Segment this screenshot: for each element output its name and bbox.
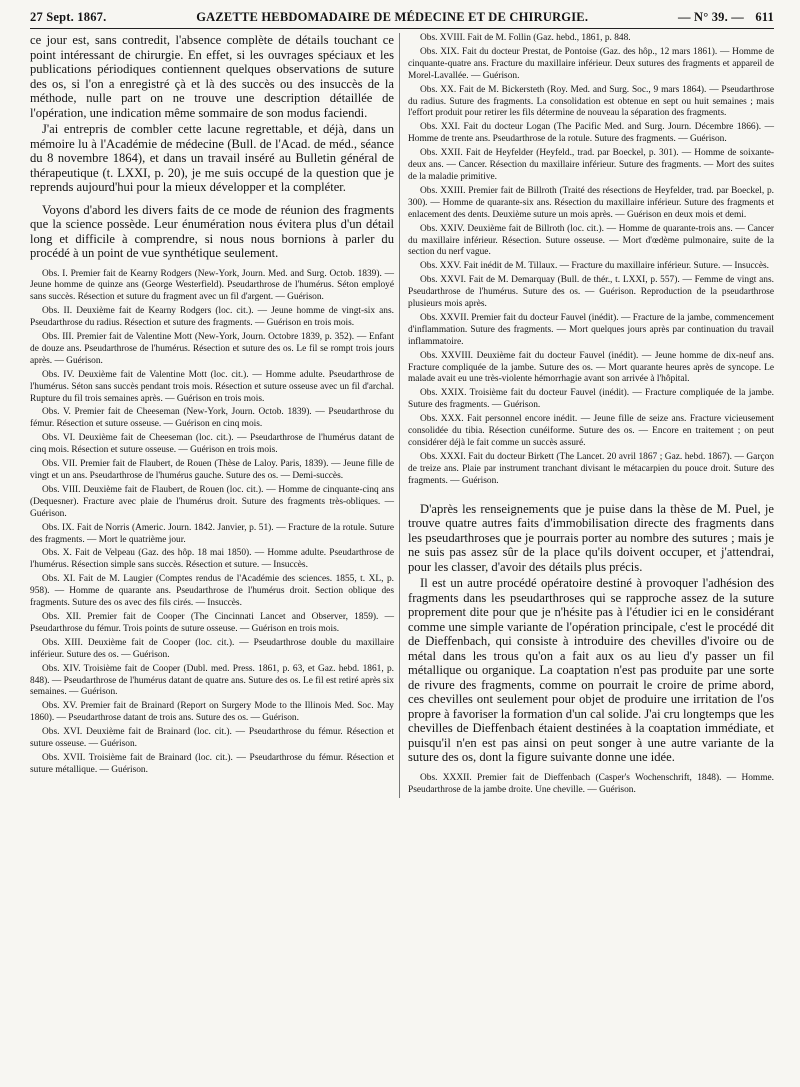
- header-issue-group: [678, 10, 774, 25]
- observation-entry: Obs. XX. Fait de M. Bickersteth (Roy. Med. and Surg. Soc., 9 mars 1864). — Pseudarthrose du radius. Suture des fragments. La consolidation est obtenue en sept ou huit semaines ; mais l'effort produit pour retirer les fils détermine de nouveau la séparation des fragments.: [408, 84, 774, 119]
- observation-entry: Obs. XVI. Deuxième fait de Brainard (loc. cit.). — Pseudarthrose du fémur. Résection et suture osseuse. — Guérison.: [30, 727, 394, 750]
- intro-paragraph: ce jour est, sans contredit, l'absence complète de détails touchant ce point intéressant de chirurgie. En effet, si les ouvrages spéciaux et les publications périodiques contiennent quelques observations de suture des os, si l'on a enregistré çà et là des succès ou des insuccès de la méthode, nulle part on ne trouve une description détaillée de l'opération, une indication même sommaire de son modus faciendi.: [30, 33, 394, 120]
- observation-entry: Obs. XXIX. Troisième fait du docteur Fauvel (inédit). — Fracture compliquée de la jambe. Suture des fragments. — Guérison.: [408, 388, 774, 411]
- observation-entry: Obs. II. Deuxième fait de Kearny Rodgers (loc. cit.). — Jeune homme de vingt-six ans. Pseudarthrose du radius. Résection et suture des fragments. — Guérison en trois mois.: [30, 306, 394, 329]
- observation-entry: Obs. VIII. Deuxième fait de Flaubert, de Rouen (loc. cit.). — Homme de cinquante-cinq ans (Dequesner). Fracture avec plaie de l'humérus droit. Suture des fragments très-obliques. — Guérison.: [30, 484, 394, 519]
- observation-entry: Obs. XVII. Troisième fait de Brainard (loc. cit.). — Pseudarthrose du fémur. Résection et suture métallique. — Guérison.: [30, 752, 394, 775]
- header-date: 27 Sept. 1867.: [30, 10, 107, 24]
- right-column: [399, 33, 774, 798]
- observation-entry: Obs. XII. Premier fait de Cooper (The Cincinnati Lancet and Observer, 1859). — Pseudarthrose du fémur. Trois points de suture osseuse. — Guérison en trois mois.: [30, 611, 394, 634]
- body-paragraph: Voyons d'abord les divers faits de ce mode de réunion des fragments que la science possède. Leur énumération nous évitera plus d'un détail long et difficile à comprendre, si nous nous bornions à parler du procédé à un point de vue synthétique seulement.: [30, 202, 394, 260]
- observation-entry: Obs. XXV. Fait inédit de M. Tillaux. — Fracture du maxillaire inférieur. Suture. — Insuccès.: [420, 261, 769, 272]
- observation-entry: Obs. XI. Fait de M. Laugier (Comptes rendus de l'Académie des sciences. 1855, t. XL, p. 958). — Homme de quarante ans. Pseudarthrose de l'humérus droit. Section oblique des fragments. Suture des os avec des fils cirés. — Insuccès.: [30, 574, 394, 609]
- observation-entry: Obs. XXVII. Premier fait du docteur Fauvel (inédit). — Fracture de la jambe, commencement d'inflammation. Suture des fragments. — Mort quelques jours après par continuation du travail inflammatoire.: [408, 312, 774, 347]
- observation-entry: Obs. III. Premier fait de Valentine Mott (New-York, Journ. Octobre 1839, p. 352). — Enfant de douze ans. Pseudarthrose de l'humérus. Résection et suture des os. Le fil se rompt trois jours après. — Guérison.: [30, 332, 394, 366]
- observation-entry: Obs. XIV. Troisième fait de Cooper (Dubl. med. Press. 1861, p. 63, et Gaz. hebd. 1861, p. 848). — Pseudarthrose de l'humérus datant de quatre ans. Suture des os. Le fil est retiré après six semaines. — Guérison.: [30, 663, 394, 698]
- observation-entry: Obs. XVIII. Fait de M. Follin (Gaz. hebd., 1861, p. 848.: [420, 33, 631, 43]
- header-issue: — N° 39. —: [677, 10, 744, 24]
- observation-entry: Obs. V. Premier fait de Cheeseman (New-York, Journ. Octob. 1839). — Pseudarthrose du fémur. Résection et suture osseuse. — Guérison en cinq mois.: [30, 407, 394, 430]
- observation-entry: Obs. IX. Fait de Norris (Americ. Journ. 1842. Janvier, p. 51). — Fracture de la rotule. Suture des fragments. — Mort le quatrième jour.: [30, 522, 394, 545]
- observation-entry: Obs. IV. Deuxième fait de Valentine Mott (loc. cit.). — Homme adulte. Pseudarthrose de l'humérus. Séton sans succès pendant trois mois. Résection et suture osseuse avec un fil d'archal. Rupture du fil trois semaines après. — Guérison en trois mois.: [30, 369, 394, 404]
- body-paragraph: D'après les renseignements que je puise dans la thèse de M. Puel, je trouve quatre autres faits d'immobilisation directe des fragments dans les pseudarthroses que je pourrais porter au nombre des sutures ; mais je ne suis pas assez sûr de la place qu'ils doivent occuper, et j'attendrai, pour les classer, d'avoir des détails plus précis.: [408, 501, 774, 574]
- observation-entry: Obs. XXI. Fait du docteur Logan (The Pacific Med. and Surg. Journ. Décembre 1866). — Homme de trente ans. Pseudarthrose de la rotule. Suture des fragments. — Guérison.: [408, 122, 774, 145]
- observation-entry: Obs. XXXII. Premier fait de Dieffenbach (Casper's Wochenschrift, 1848). — Homme. Pseudarthrose de la jambe droite. Une cheville. — Guérison.: [408, 772, 774, 795]
- observation-entry: Obs. XXII. Fait de Heyfelder (Heyfeld., trad. par Boeckel, p. 301). — Homme de soixante-deux ans. — Cancer. Résection du maxillaire inférieur. Suture des fragments. — Mort des suites de la maladie primitive.: [408, 148, 774, 182]
- observation-entry: Obs. XXVIII. Deuxième fait du docteur Fauvel (inédit). — Jeune homme de dix-neuf ans. Fracture compliquée de la jambe. Suture des os. — Mort quarante heures après de syncope. Le malade avait eu une très-violente hémorrhagie avant son arrivée à l'hôpital.: [408, 350, 774, 385]
- observation-entry: Obs. XXVI. Fait de M. Demarquay (Bull. de thér., t. LXXI, p. 557). — Femme de vingt ans. Pseudarthrose de l'humérus. Suture des os. — Guérison. Reproduction de la pseudarthrose plusieurs mois après.: [408, 275, 774, 310]
- observation-list: [408, 33, 774, 488]
- two-column-body: [30, 33, 774, 798]
- observation-list: [30, 269, 394, 777]
- observation-entry: Obs. XIX. Fait du docteur Prestat, de Pontoise (Gaz. des hôp., 12 mars 1861). — Homme de cinquante-quatre ans. Fracture du maxillaire inférieur. Deux sutures des fragments et appareil de Morel-Lavallée. — Guérison.: [408, 46, 774, 81]
- running-header: [30, 10, 774, 29]
- observation-entry: Obs. XIII. Deuxième fait de Cooper (loc. cit.). — Pseudarthrose double du maxillaire inférieur. Suture des os. — Guérison.: [30, 637, 394, 660]
- header-page-number: 611: [755, 10, 774, 24]
- left-column: [30, 33, 394, 798]
- header-title: GAZETTE HEBDOMADAIRE DE MÉDECINE ET DE CHIRURGIE.: [196, 10, 589, 24]
- body-paragraph: Il est un autre procédé opératoire destiné à provoquer l'adhésion des fragments dans les pseudarthroses qui se rapproche assez de la suture proprement dite pour que je n'hésite pas à l'étudier ici en le considérant comme une simple variante de l'opération principale, c'est le procédé dit de Dieffenbach, qui consiste à introduire des chevilles d'ivoire ou de métal dans les trous qu'on a fait aux os au lieu d'y passer un fil métallique ou organique. La coaptation n'est pas produite par une sorte de rivure des fragments, comme on pourrait le croire de prime abord, ces chevilles ont seulement pour objet de produire une irritation de l'os propre à favoriser la formation d'un cal solide. J'ai cru longtemps que les chevilles de Dieffenbach étaient destinées à la coaptation immédiate, et puisqu'il n'en est pas ainsi on peut songer à une autre variante de la suture des os, dont la figure suivante donne une idée.: [408, 576, 774, 765]
- observation-entry: Obs. X. Fait de Velpeau (Gaz. des hôp. 18 mai 1850). — Homme adulte. Pseudarthrose de l'humérus. Résection simple sans succès. Résection et suture. — Insuccès.: [30, 548, 394, 571]
- observation-entry: Obs. VI. Deuxième fait de Cheeseman (loc. cit.). — Pseudarthrose de l'humérus datant de cinq mois. Résection et suture osseuse. — Guérison en trois mois.: [30, 433, 394, 456]
- observation-entry: Obs. XXXI. Fait du docteur Birkett (The Lancet. 20 avril 1867 ; Gaz. hebd. 1867). — Garçon de treize ans. Plaie par instrument tranchant divisant le métacarpien du pouce droit. Suture des fragments. — Guérison.: [408, 451, 774, 486]
- observation-entry: Obs. XXX. Fait personnel encore inédit. — Jeune fille de seize ans. Fracture vicieusement consolidée du tibia. Résection cunéiforme. Suture des os. — Encore en traitement ; on peut considérer déjà le fait comme un succès assuré.: [408, 414, 774, 448]
- observation-entry: Obs. XXIV. Deuxième fait de Billroth (loc. cit.). — Homme de quarante-trois ans. — Cancer du maxillaire inférieur. Résection. Suture osseuse. — Mort d'œdème pulmonaire, suite de la section du nerf vague.: [408, 223, 774, 258]
- observation-entry: Obs. XXIII. Premier fait de Billroth (Traité des résections de Heyfelder, trad. par Boeckel, p. 300). — Homme de quarante-six ans. Résection du maxillaire inférieur. Suture des fragments et enlacement des dents. Deuxième suture un mois après. — Guérison en deux mois et demi.: [408, 185, 774, 220]
- body-paragraph: J'ai entrepris de combler cette lacune regrettable, et déjà, dans un mémoire lu à l'Académie de médecine (Bull. de l'Acad. de méd., séance du 8 novembre 1864), et dans un travail inséré au Bulletin général de thérapeutique (t. LXXI, p. 20), je me suis occupé de la question que je reprends aujourd'hui pour la mieux développer et la compléter.: [30, 122, 394, 194]
- observation-entry: Obs. VII. Premier fait de Flaubert, de Rouen (Thèse de Laloy. Paris, 1839). — Jeune fille de vingt et un ans. Pseudarthrose de l'humérus gauche. Suture des os. — Demi-succès.: [30, 459, 394, 481]
- observation-entry: Obs. I. Premier fait de Kearny Rodgers (New-York, Journ. Med. and Surg. Octob. 1839). — Jeune homme de quinze ans (George Westerfield). Pseudarthrose de l'humérus. Séton employé sans succès. Résection et suture du fragment avec un fil d'argent. — Guérison.: [30, 268, 394, 303]
- observation-entry: Obs. XV. Premier fait de Brainard (Report on Surgery Mode to the Illinois Med. Soc. May 1860). — Pseudarthrose datant de trois ans. Suture des os. — Guérison.: [30, 701, 394, 724]
